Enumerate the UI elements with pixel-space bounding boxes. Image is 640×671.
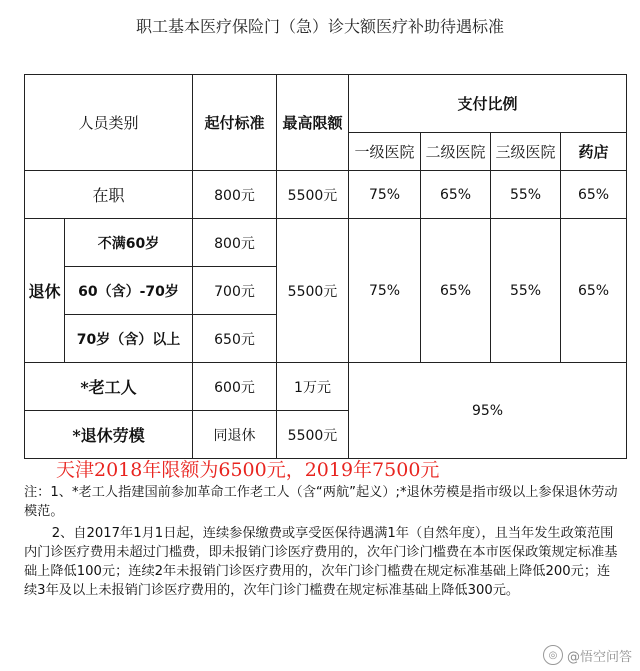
footnote-2: 2、自2017年1月1日起，连续参保缴费或享受医保待遇满1年（自然年度），且当年发生政策范围内门诊医疗费用未超过门槛费，即未报销门诊医疗费用的，次年门诊门槛费在本市医保政策规定标准基础上降低100元；连续2年未报销门诊医疗费用的，次年门诊门槛费在规定标准基础上降低200元；连续3年及以上未报销门诊医疗费用的，次年门诊门槛费在规定标准基础上降低300元。	[24, 526, 618, 598]
retired-sub-deductible: 700元	[193, 267, 277, 315]
page-title: 职工基本医疗保险门（急）诊大额医疗补助待遇标准	[135, 17, 504, 36]
watermark-text: @悟空问答	[566, 649, 632, 665]
retired-sub-label: 60（含）-70岁	[65, 267, 193, 315]
retired-sub-label: 70岁（含）以上	[65, 315, 193, 363]
retired-sub-deductible: 800元	[193, 219, 277, 267]
tianjin-limit-note: 天津2018年限额为6500元，2019年7500元	[56, 459, 440, 481]
retired-model-label: *退休劳模	[25, 411, 193, 459]
header-max-limit: 最高限额	[277, 75, 349, 171]
retired-model-max-limit: 5500元	[277, 411, 349, 459]
retired-sub-label: 不满60岁	[65, 219, 193, 267]
watermark	[543, 645, 632, 665]
old-worker-deductible: 600元	[193, 363, 277, 411]
employed-label: 在职	[25, 171, 193, 219]
old-worker-label: *老工人	[25, 363, 193, 411]
old-worker-max-limit: 1万元	[277, 363, 349, 411]
header-level3-hospital: 三级医院	[491, 133, 561, 171]
header-pharmacy: 药店	[561, 133, 627, 171]
retired-level3: 55%	[491, 219, 561, 363]
header-payment-ratio: 支付比例	[349, 75, 627, 133]
employed-level3: 55%	[491, 171, 561, 219]
retired-level2: 65%	[421, 219, 491, 363]
employed-deductible: 800元	[193, 171, 277, 219]
footnotes	[24, 483, 620, 603]
retired-pharmacy: 65%	[561, 219, 627, 363]
retired-sub-deductible: 650元	[193, 315, 277, 363]
employed-level2: 65%	[421, 171, 491, 219]
retired-model-deductible: 同退休	[193, 411, 277, 459]
header-category: 人员类别	[25, 75, 193, 171]
header-deductible: 起付标准	[193, 75, 277, 171]
retired-max-limit: 5500元	[277, 219, 349, 363]
retired-label: 退休	[25, 219, 65, 363]
header-level2-hospital: 二级医院	[421, 133, 491, 171]
employed-pharmacy: 65%	[561, 171, 627, 219]
wukong-logo-icon: ◎	[543, 645, 563, 665]
retired-level1: 75%	[349, 219, 421, 363]
subsidy-table	[24, 74, 627, 459]
employed-level1: 75%	[349, 171, 421, 219]
header-level1-hospital: 一级医院	[349, 133, 421, 171]
employed-max-limit: 5500元	[277, 171, 349, 219]
special-ratio: 95%	[349, 363, 627, 459]
footnote-1: 注：1、*老工人指建国前参加革命工作老工人（含“两航”起义）;*退休劳模是指市级以上参保退休劳动模范。	[24, 485, 618, 519]
